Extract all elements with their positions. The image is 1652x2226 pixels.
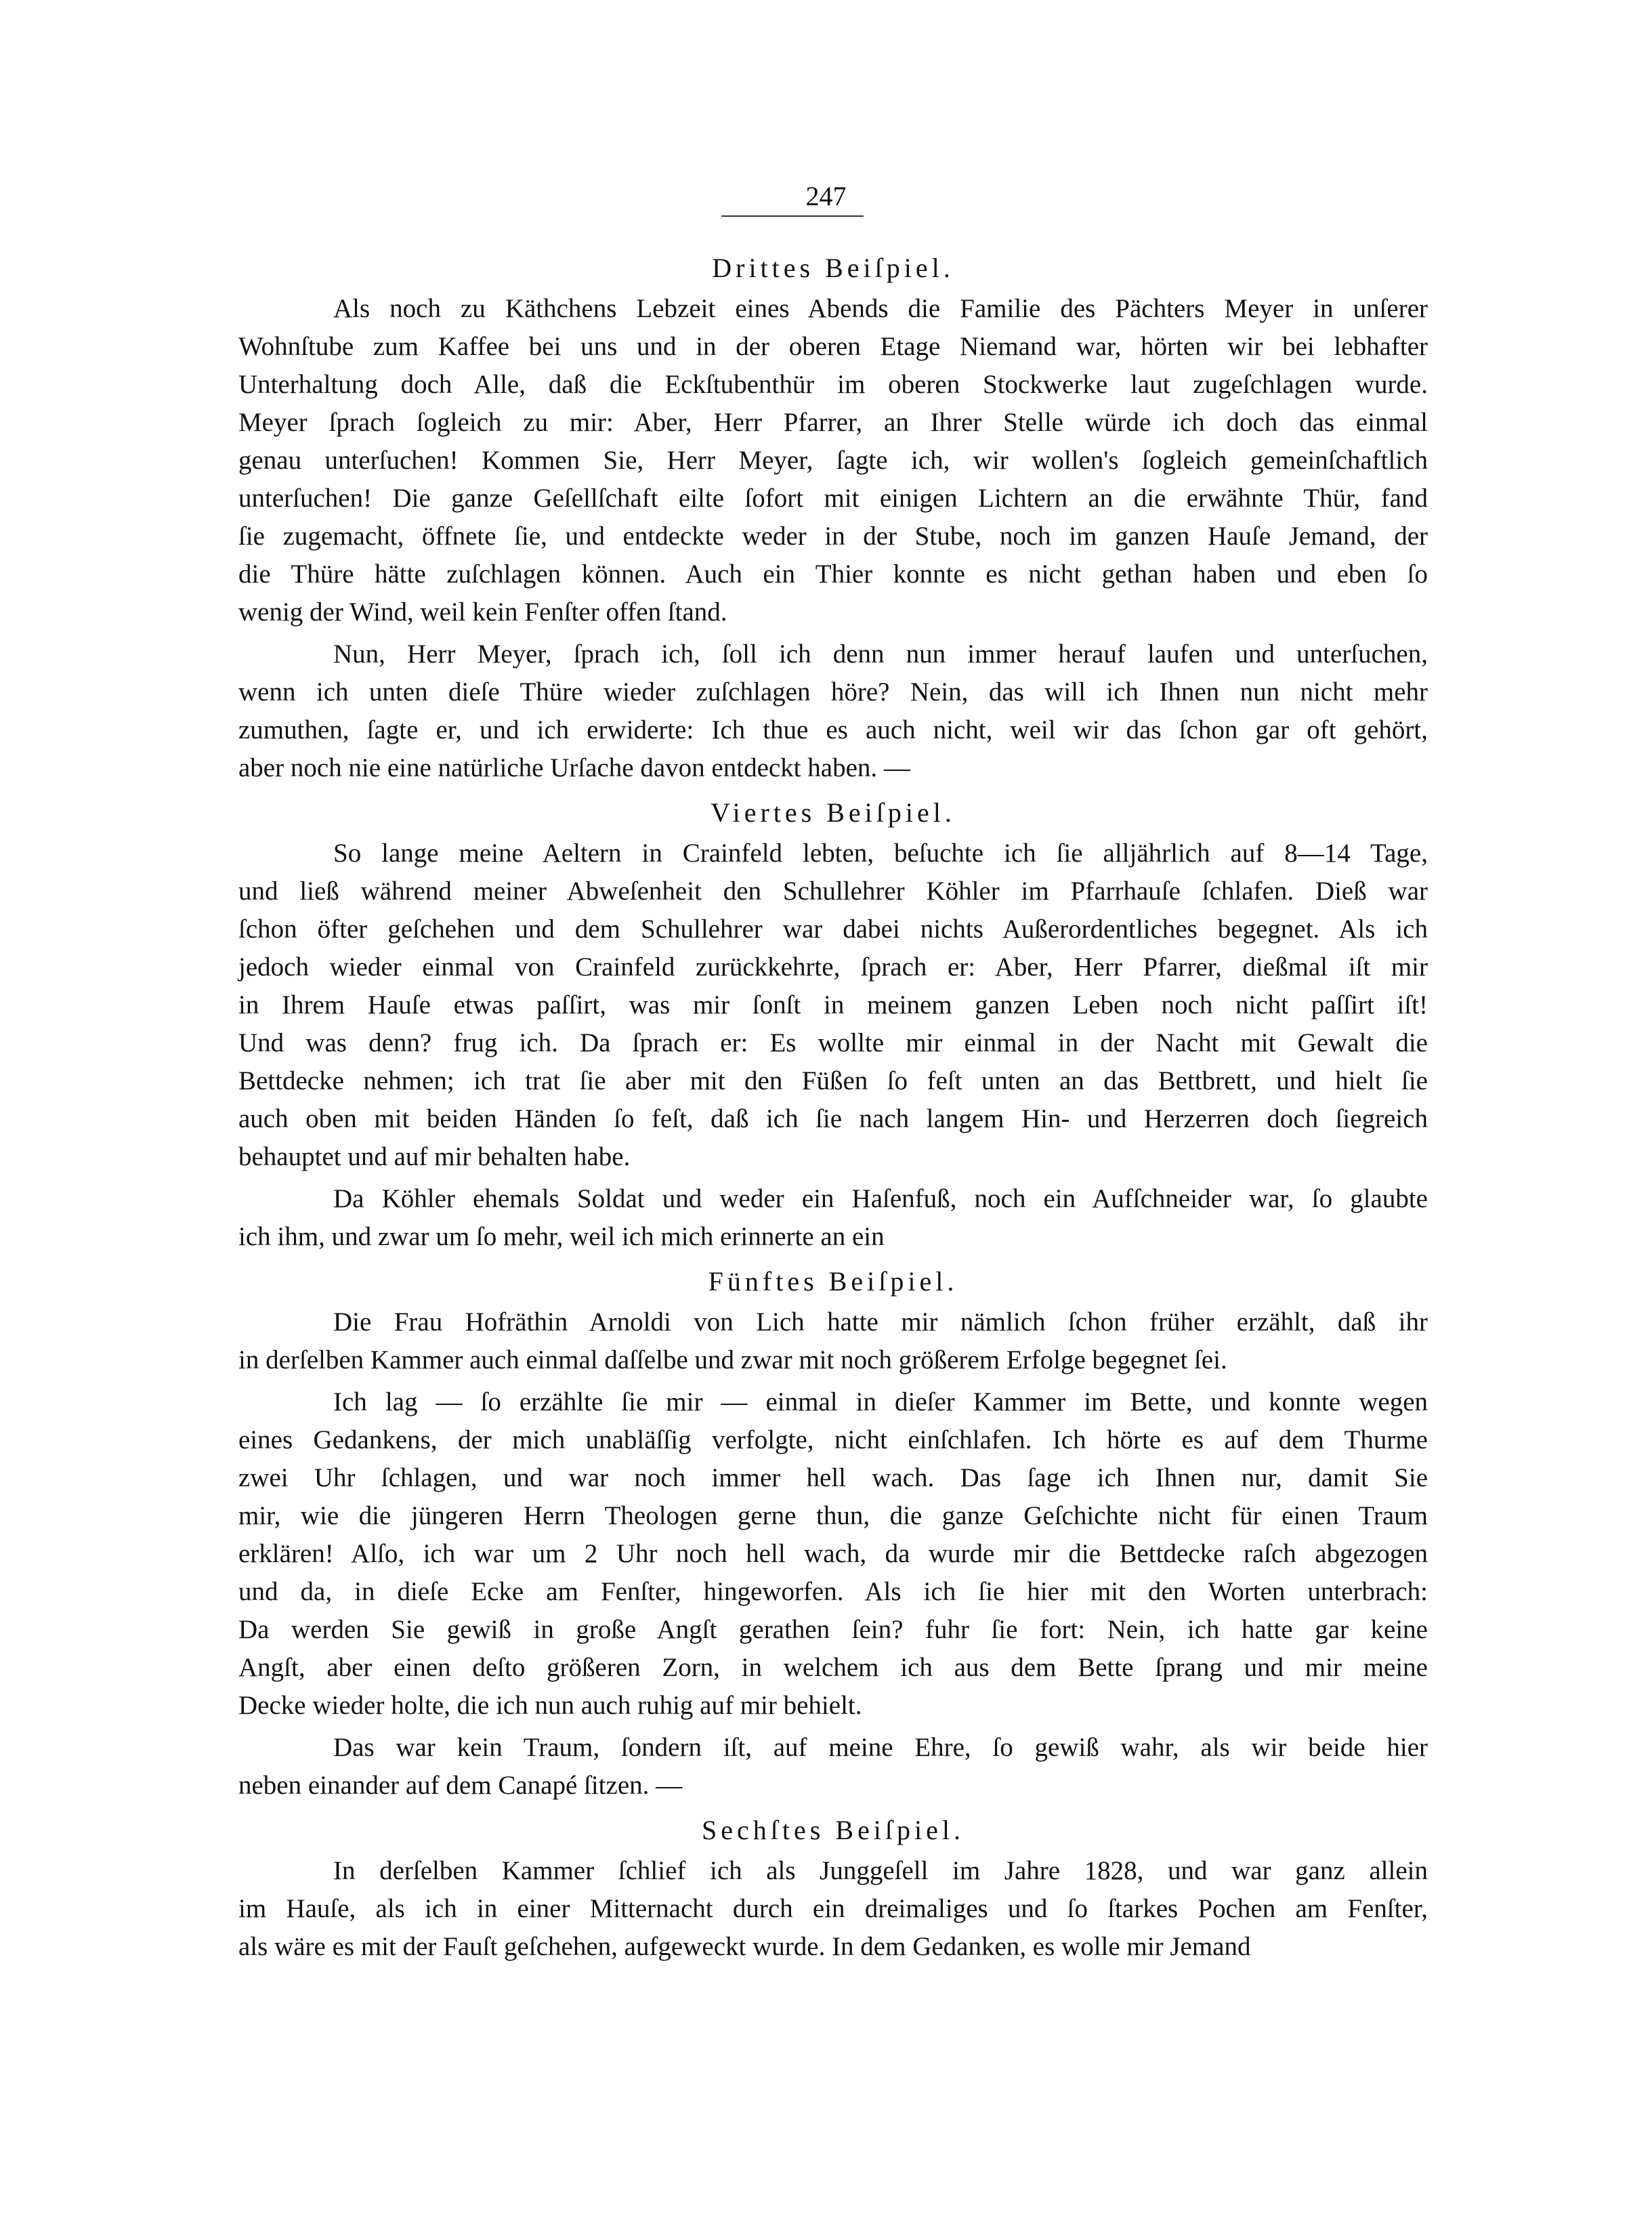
text-line: Als noch zu Käthchens Lebzeit eines Abends die Familie des Pächters Meyer in unſerer bbox=[333, 294, 1428, 323]
text-line: erklären! Alſo, ich war um 2 Uhr noch hell wach, da wurde mir die Bettdecke raſch abgezogen bbox=[238, 1539, 1428, 1568]
section-heading: Fünftes Beiſpiel. bbox=[708, 1266, 958, 1297]
text-line: ſchon öfter geſchehen und dem Schullehrer war dabei nichts Außerordentliches begegnet. Als ich bbox=[238, 915, 1428, 944]
section-heading: Drittes Beiſpiel. bbox=[712, 253, 954, 283]
section bbox=[238, 1809, 1428, 1966]
text-line: Angſt, aber einen deſto größeren Zorn, in welchem ich aus dem Bette ſprang und mir meine bbox=[238, 1653, 1428, 1682]
text-line: Meyer ſprach ſogleich zu mir: Aber, Herr Pfarrer, an Ihrer Stelle würde ich doch das einmal bbox=[238, 408, 1428, 437]
text-line: in derſelben Kammer auch einmal daſſelbe und zwar mit noch größerem Erfolge begegnet ſei. bbox=[238, 1345, 1227, 1374]
paragraph bbox=[238, 835, 1428, 1176]
text-line: in Ihrem Hauſe etwas paſſirt, was mir ſonſt in meinem ganzen Leben noch nicht paſſirt iſt! bbox=[238, 990, 1428, 1020]
text-line: wenn ich unten dieſe Thüre wieder zuſchlagen höre? Nein, das will ich Ihnen nun nicht mehr bbox=[238, 677, 1428, 707]
text-line: und da, in dieſe Ecke am Fenſter, hingeworfen. Als ich ſie hier mit den Worten unterbrach: bbox=[238, 1577, 1428, 1606]
text-line: ich ihm, und zwar um ſo mehr, weil ich mich erinnerte an ein bbox=[238, 1222, 885, 1251]
text-line: Wohnſtube zum Kaffee bei uns und in der oberen Etage Niemand war, hörten wir bei lebhafter bbox=[238, 332, 1428, 361]
text-line: Decke wieder holte, die ich nun auch ruhig auf mir behielt. bbox=[238, 1691, 862, 1720]
text-line: zumuthen, ſagte er, und ich erwiderte: Ich thue es auch nicht, weil wir das ſchon gar oft gehört, bbox=[238, 715, 1428, 744]
text-line: Und was denn? frug ich. Da ſprach er: Es wollte mir einmal in der Nacht mit Gewalt die bbox=[238, 1028, 1428, 1057]
text-line: Das war kein Traum, ſondern iſt, auf meine Ehre, ſo gewiß wahr, als wir beide hier bbox=[333, 1733, 1428, 1762]
text-line: In derſelben Kammer ſchlief ich als Junggeſell im Jahre 1828, und war ganz allein bbox=[333, 1856, 1428, 1885]
body-text bbox=[238, 243, 1428, 1970]
paragraph bbox=[238, 290, 1428, 631]
text-line: unterſuchen! Die ganze Geſellſchaft eilte ſofort mit einigen Lichtern an die erwähnte Thür, fand bbox=[238, 484, 1428, 513]
text-line: neben einander auf dem Canapé ſitzen. — bbox=[238, 1771, 683, 1800]
text-line: Unterhaltung doch Alle, daß die Eckſtubenthür im oberen Stockwerke laut zugeſchlagen wurde. bbox=[238, 370, 1428, 399]
section-heading: Viertes Beiſpiel. bbox=[711, 797, 956, 828]
text-line: als wäre es mit der Fauſt geſchehen, aufgeweckt wurde. In dem Gedanken, es wolle mir Jemand bbox=[238, 1932, 1251, 1961]
section bbox=[238, 1260, 1428, 1805]
text-line: Die Frau Hofräthin Arnoldi von Lich hatte mir nämlich ſchon früher erzählt, daß ihr bbox=[333, 1307, 1428, 1337]
text-line: die Thüre hätte zuſchlagen können. Auch ein Thier konnte es nicht gethan haben und eben ſo bbox=[238, 560, 1428, 589]
paragraph bbox=[238, 635, 1428, 787]
text-line: aber noch nie eine natürliche Urſache davon entdeckt haben. — bbox=[238, 753, 910, 782]
text-line: mir, wie die jüngeren Herrn Theologen gerne thun, die ganze Geſchichte nicht für einen Traum bbox=[238, 1501, 1428, 1530]
page-number: 247 bbox=[805, 181, 847, 211]
text-line: auch oben mit beiden Händen ſo feſt, daß ich ſie nach langem Hin- und Herzerren doch ſiegreich bbox=[238, 1104, 1428, 1133]
text-line: im Hauſe, als ich in einer Mitternacht durch ein dreimaliges und ſo ſtarkes Pochen am Fenſter, bbox=[238, 1894, 1428, 1923]
text-line: und ließ während meiner Abweſenheit den Schullehrer Köhler im Pfarrhauſe ſchlafen. Dieß war bbox=[238, 877, 1428, 906]
section-heading: Sechſtes Beiſpiel. bbox=[702, 1815, 965, 1845]
text-line: genau unterſuchen! Kommen Sie, Herr Meyer, ſagte ich, wir wollen's ſogleich gemeinſchaftlich bbox=[238, 446, 1428, 475]
page-number-rule bbox=[721, 215, 864, 217]
text-line: ſie zugemacht, öffnete ſie, und entdeckte weder in der Stube, noch im ganzen Hauſe Jemand, der bbox=[238, 522, 1428, 551]
text-line: Nun, Herr Meyer, ſprach ich, ſoll ich denn nun immer herauf laufen und unterſuchen, bbox=[333, 639, 1428, 669]
text-line: jedoch wieder einmal von Crainfeld zurückkehrte, ſprach er: Aber, Herr Pfarrer, dießmal iſt mir bbox=[238, 952, 1428, 982]
text-line: wenig der Wind, weil kein Fenſter offen ſtand. bbox=[238, 597, 727, 627]
text-line: behauptet und auf mir behalten habe. bbox=[238, 1142, 631, 1171]
text-line: zwei Uhr ſchlagen, und war noch immer hell wach. Das ſage ich Ihnen nur, damit Sie bbox=[238, 1463, 1428, 1492]
text-line: Bettdecke nehmen; ich trat ſie aber mit den Füßen ſo feſt unten an das Bettbrett, und hielt ſie bbox=[238, 1066, 1428, 1095]
paragraph bbox=[238, 1852, 1428, 1966]
paragraph bbox=[238, 1383, 1428, 1725]
text-line: Da Köhler ehemals Soldat und weder ein Haſenfuß, noch ein Aufſchneider war, ſo glaubte bbox=[333, 1184, 1428, 1213]
paragraph bbox=[238, 1303, 1428, 1379]
text-line: Ich lag — ſo erzählte ſie mir — einmal in dieſer Kammer im Bette, und konnte wegen bbox=[333, 1387, 1428, 1416]
section bbox=[238, 791, 1428, 1256]
section bbox=[238, 247, 1428, 787]
text-line: eines Gedankens, der mich unabläſſig verfolgte, nicht einſchlafen. Ich hörte es auf dem Thurme bbox=[238, 1425, 1428, 1454]
text-line: Da werden Sie gewiß in große Angſt gerathen ſein? fuhr ſie fort: Nein, ich hatte gar keine bbox=[238, 1615, 1428, 1644]
paragraph bbox=[238, 1180, 1428, 1256]
text-line: So lange meine Aeltern in Crainfeld lebten, beſuchte ich ſie alljährlich auf 8—14 Tage, bbox=[333, 839, 1428, 868]
paragraph bbox=[238, 1729, 1428, 1805]
